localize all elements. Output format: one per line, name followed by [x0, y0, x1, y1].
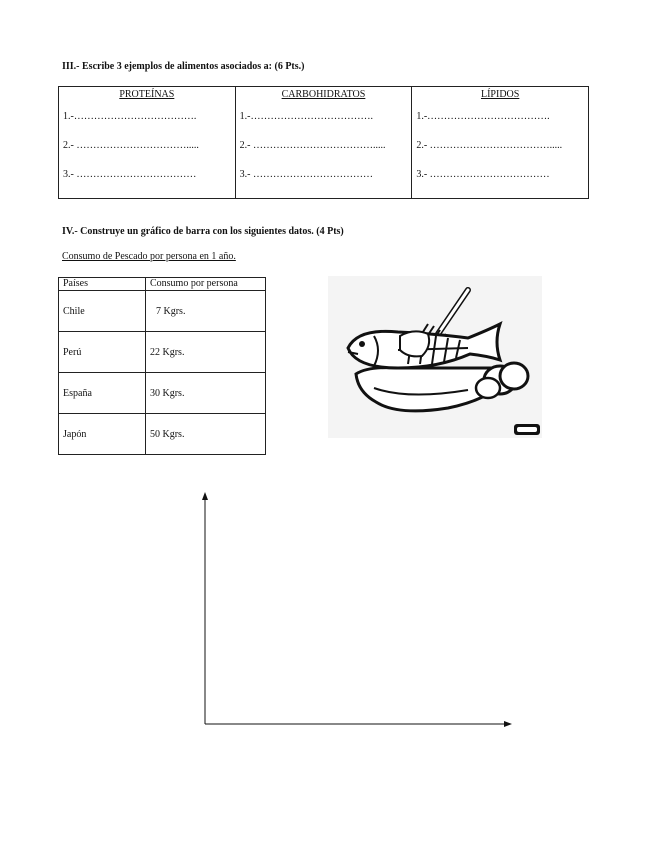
answer-line[interactable]: 2.- ……………………………….....	[416, 140, 563, 151]
answer-line[interactable]: 3.- ………………………………	[63, 169, 197, 180]
answer-line[interactable]: 3.- ………………………………	[239, 169, 373, 180]
table-row	[59, 332, 266, 373]
answer-line[interactable]: 2.- …………………………….....	[63, 140, 199, 151]
carbohydrates-cell	[235, 87, 412, 199]
answer-line[interactable]: 1.-……………………………….	[416, 111, 550, 122]
fish-plate-illustration	[328, 276, 542, 438]
table-header-row	[59, 278, 266, 291]
country-cell: Perú	[59, 332, 146, 373]
country-cell: Japón	[59, 414, 146, 455]
empty-bar-chart-axes	[190, 488, 520, 733]
answer-line[interactable]: 2.- ……………………………….....	[239, 140, 386, 151]
answer-line[interactable]: 1.-……………………………….	[239, 111, 373, 122]
header-countries: Países	[59, 278, 146, 291]
consumption-cell: 7 Kgrs.	[146, 291, 266, 332]
consumption-cell: 50 Kgrs.	[146, 414, 266, 455]
x-axis-arrow	[504, 721, 512, 727]
section-3-title: III.- Escribe 3 ejemplos de alimentos asociados a: (6 Pts.)	[62, 61, 305, 72]
table-caption: Consumo de Pescado por persona en 1 año.	[62, 251, 236, 262]
answer-line[interactable]: 3.- ………………………………	[416, 169, 550, 180]
fish-consumption-table	[58, 277, 266, 455]
answer-line[interactable]: 1.-……………………………….	[63, 111, 197, 122]
lipids-header: LÍPIDOS	[480, 89, 520, 100]
proteins-header: PROTEÍNAS	[119, 89, 175, 100]
carbohydrates-header: CARBOHIDRATOS	[281, 89, 366, 100]
watermark-badge	[517, 427, 537, 432]
section-4-title: IV.- Construye un gráfico de barra con los siguientes datos. (4 Pts)	[62, 226, 344, 237]
consumption-cell: 22 Kgrs.	[146, 332, 266, 373]
lipids-cell	[412, 87, 589, 199]
consumption-cell: 30 Kgrs.	[146, 373, 266, 414]
proteins-cell	[59, 87, 236, 199]
country-cell: Chile	[59, 291, 146, 332]
food-examples-table	[58, 86, 589, 199]
table-row	[59, 373, 266, 414]
country-cell: España	[59, 373, 146, 414]
header-consumption: Consumo por persona	[146, 278, 266, 291]
table-row	[59, 414, 266, 455]
y-axis-arrow	[202, 492, 208, 500]
table-row	[59, 291, 266, 332]
